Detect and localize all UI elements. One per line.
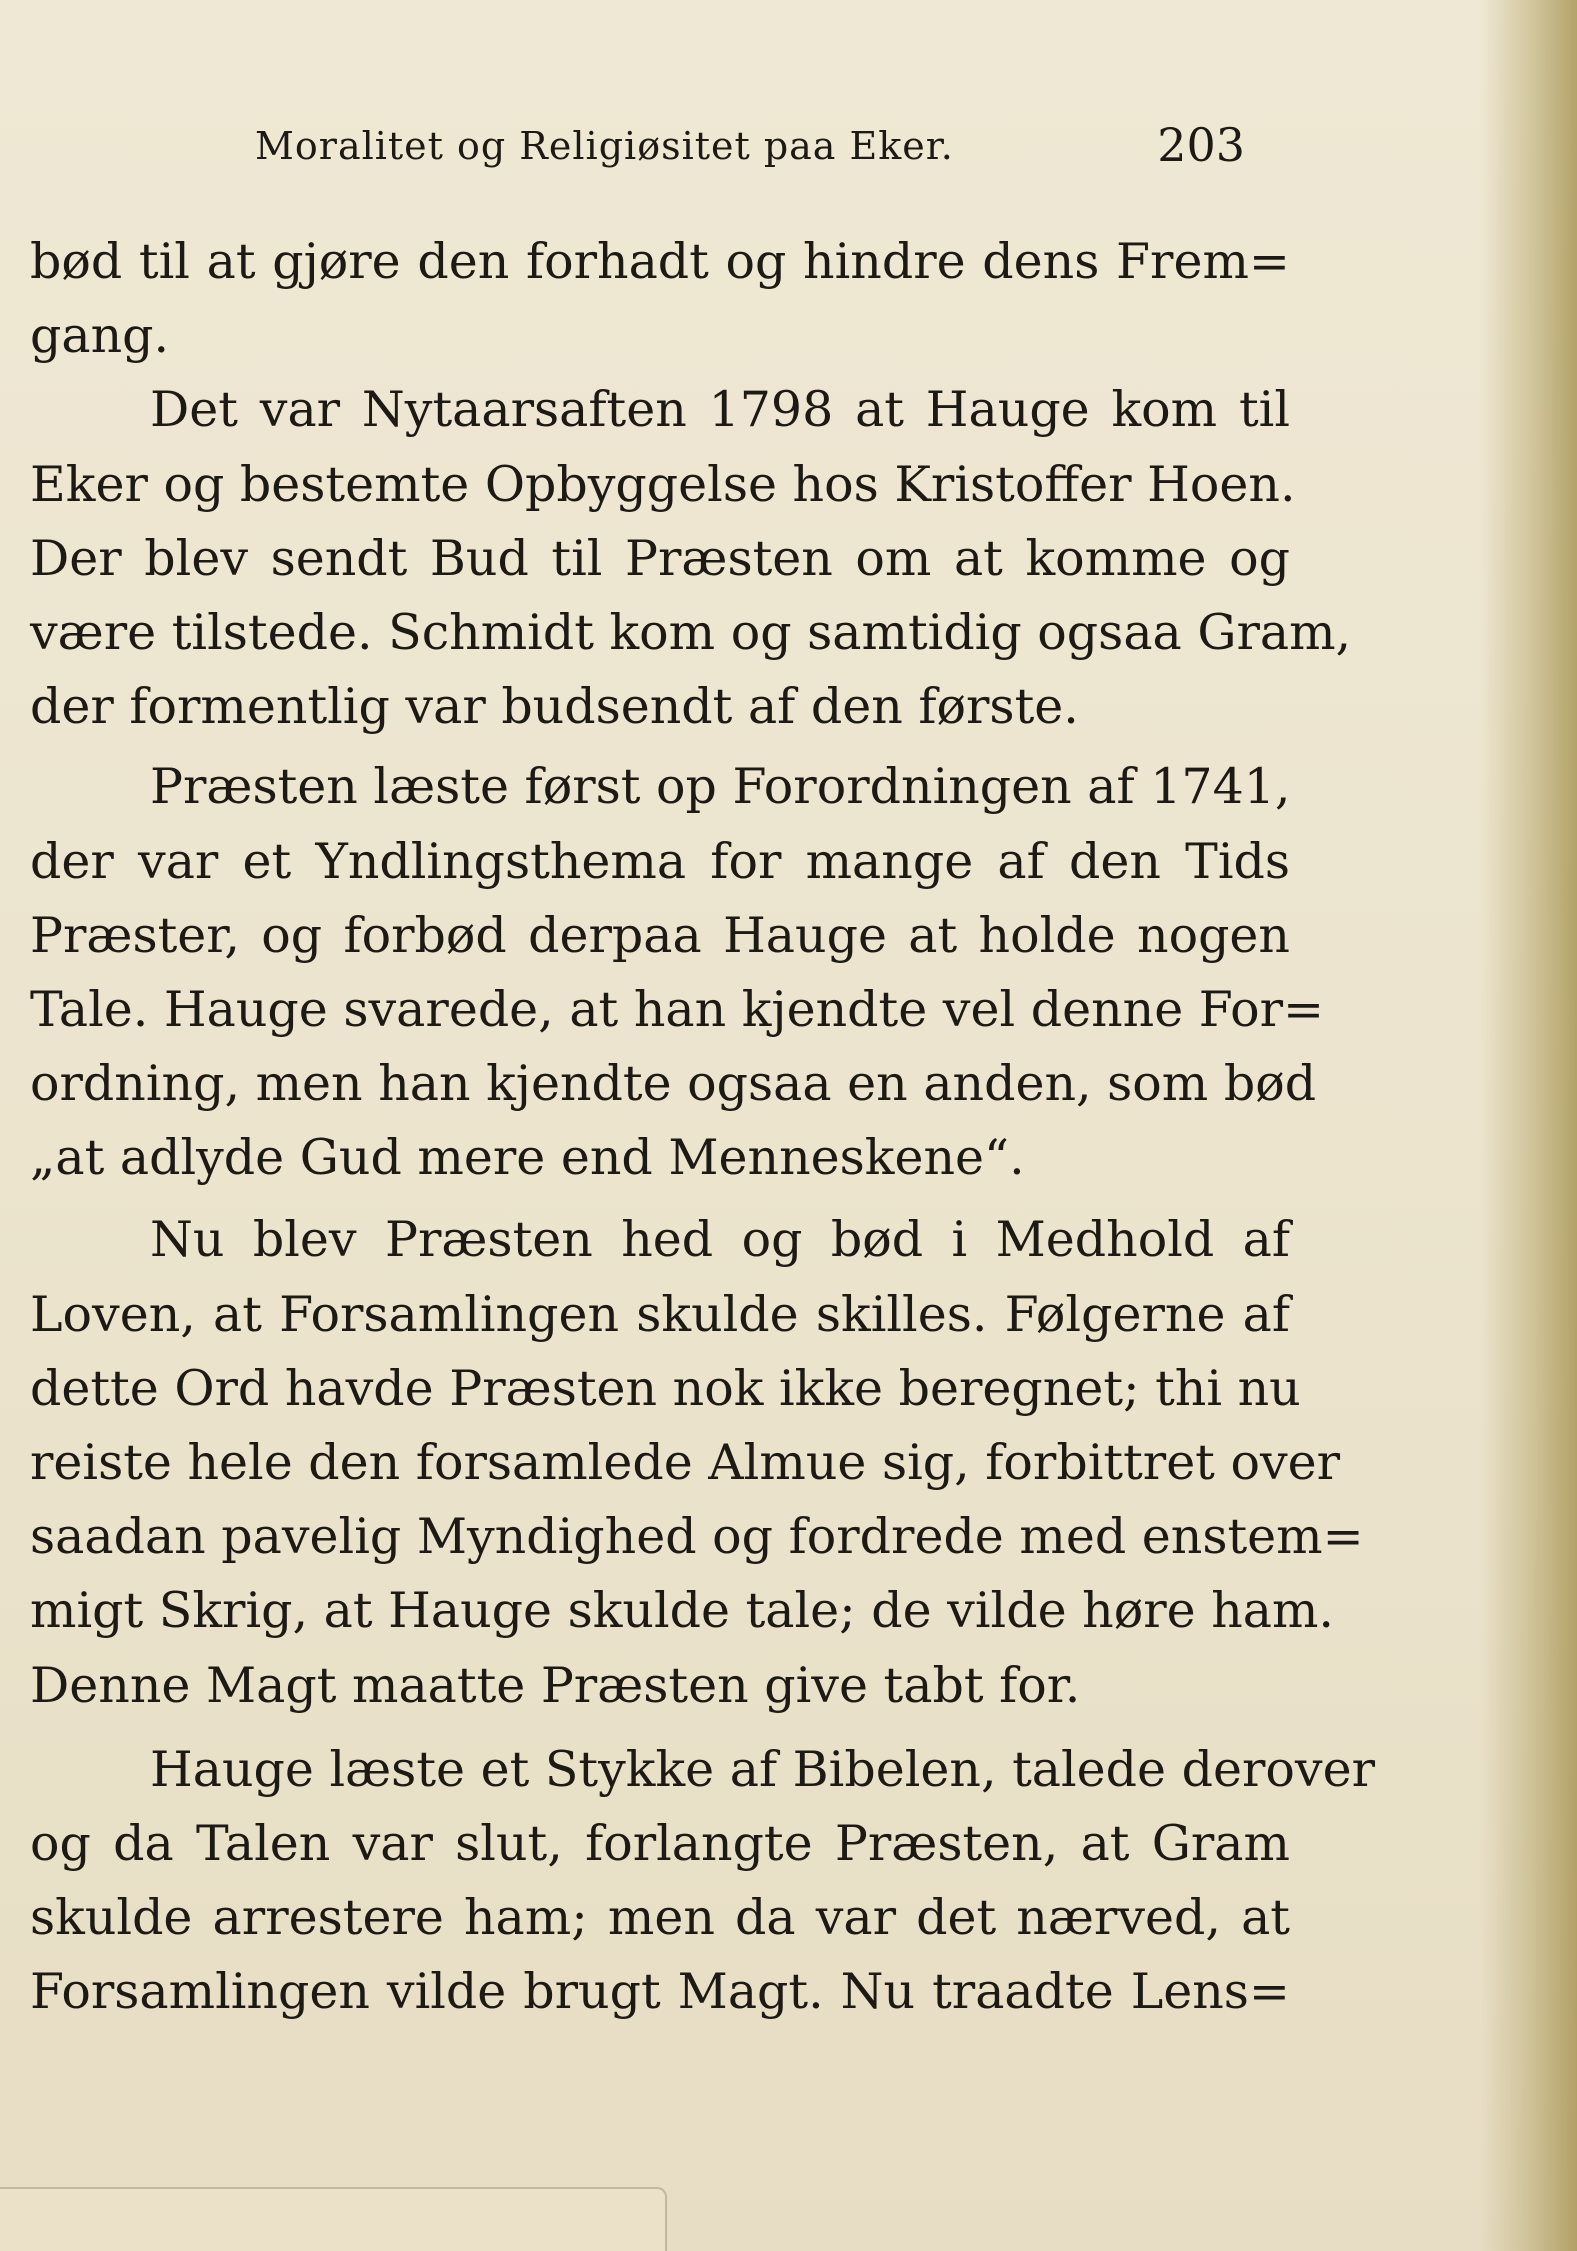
text-line: reiste hele den forsamlede Almue sig, forbittret over (30, 1434, 1341, 1491)
text-line: Der blev sendt Bud til Præsten om at komme og (30, 529, 1290, 587)
text-line: Hauge læste et Stykke af Bibelen, talede derover (150, 1740, 1375, 1798)
text-line: være tilstede. Schmidt kom og samtidig ogsaa Gram, (30, 603, 1352, 661)
text-line: Forsamlingen vilde brugt Magt. Nu traadte Lens= (30, 1963, 1290, 2021)
text-line: dette Ord havde Præsten nok ikke beregnet; thi nu (30, 1359, 1301, 1417)
text-line: Tale. Hauge svarede, at han kjendte vel denne For= (30, 980, 1325, 1038)
text-line: migt Skrig, at Hauge skulde tale; de vilde høre ham. (30, 1582, 1335, 1640)
text-line: bød til at gjøre den forhadt og hindre dens Frem= (30, 233, 1290, 290)
text-line: Nu blev Præsten hed og bød i Medhold af (150, 1211, 1290, 1269)
page-header (255, 118, 1245, 178)
running-head: Moralitet og Religiøsitet paa Eker. (255, 124, 954, 168)
text-line: der formentlig var budsendt af den første. (30, 678, 1079, 736)
text-line: „at adlyde Gud mere end Menneskene“. (30, 1129, 1025, 1187)
text-line: og da Talen var slut, forlangte Præsten, at Gram (30, 1814, 1290, 1872)
body-text (30, 225, 1375, 2030)
text-line: Præster, og forbød derpaa Hauge at holde nogen (30, 906, 1290, 964)
text-line: gang. (30, 307, 170, 365)
text-line: Det var Nytaarsaften 1798 at Hauge kom til (150, 381, 1290, 439)
text-line: ordning, men han kjendte ogsaa en anden, som bød (30, 1055, 1317, 1113)
text-line: Denne Magt maatte Præsten give tabt for. (30, 1656, 1081, 1714)
text-line: Præsten læste først op Forordningen af 1741, (150, 758, 1291, 816)
page-edge-shadow (0, 2187, 667, 2251)
page-number: 203 (1157, 118, 1245, 172)
text-line: saadan pavelig Myndighed og fordrede med enstem= (30, 1508, 1364, 1566)
text-line: Loven, at Forsamlingen skulde skilles. Følgerne af (30, 1285, 1290, 1343)
text-line: skulde arrestere ham; men da var det nærved, at (30, 1889, 1290, 1947)
text-line: Eker og bestemte Opbyggelse hos Kristoffer Hoen. (30, 455, 1296, 513)
text-line: der var et Yndlingsthema for mange af den Tids (30, 832, 1290, 890)
